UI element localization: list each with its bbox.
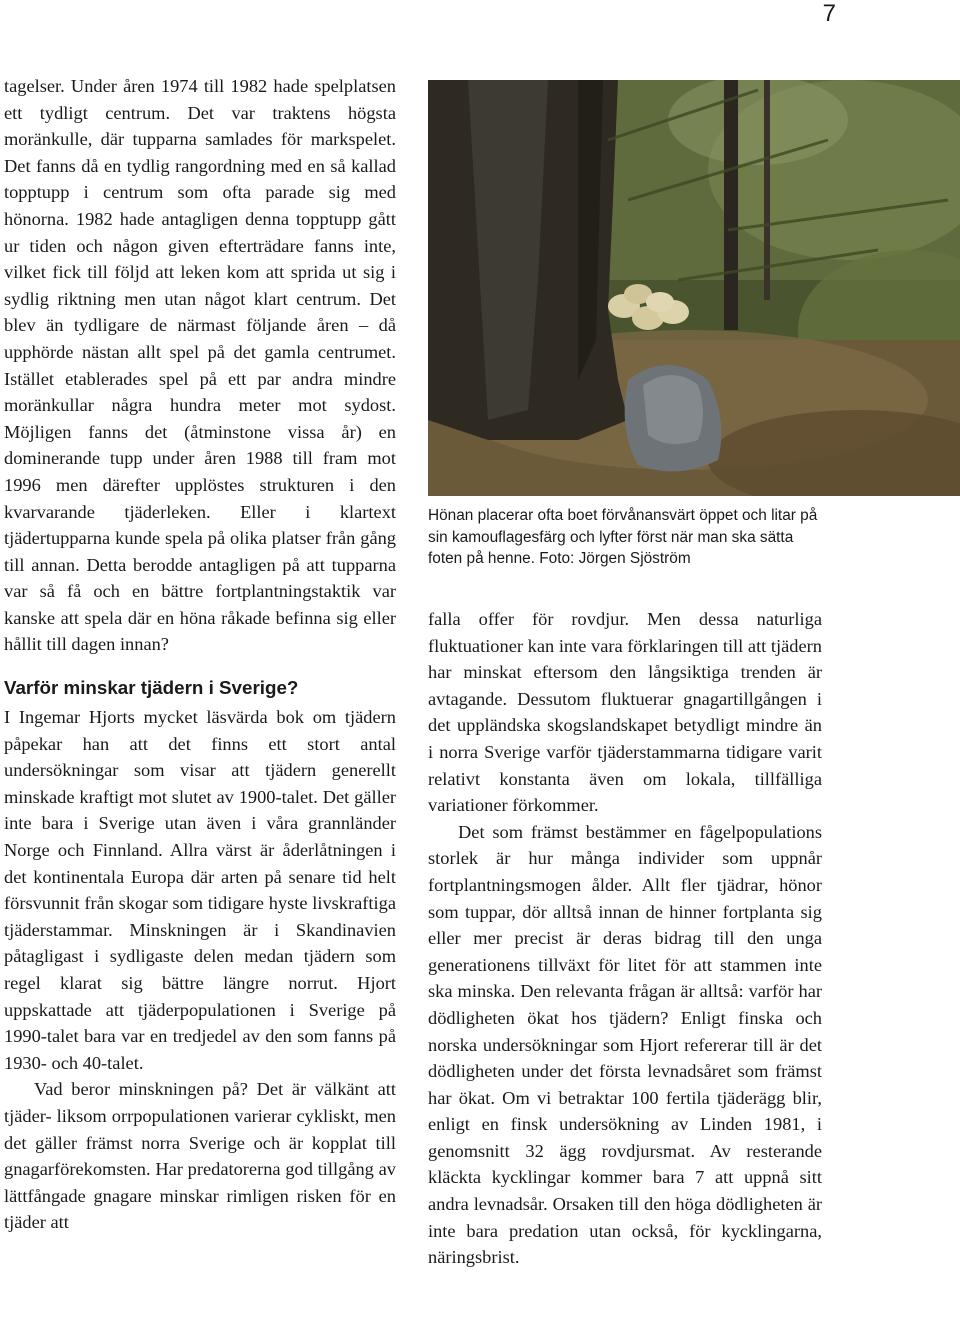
- right-paragraph-1: falla offer för rovdjur. Men dessa naturliga fluktuationer kan inte vara förklaringen till att tjädern har minskat eftersom den långsiktiga trenden är avtagande. Dessutom fluktuerar gnagartillgången i det uppländska skogslandskapet betydligt mindre än i norra Sverige varför tjäderstammarna tidigare varit relativt konstanta även om lokala, tillfälliga variationer förkommer.: [428, 609, 822, 816]
- photo-illustration: [428, 80, 960, 496]
- left-paragraph-3: Vad beror minskningen på? Det är välkänt att tjäder- liksom orrpopulationen varierar cykliskt, men det gäller främst norra Sverige och är kopplat till gnagarförekomsten. Har predatorerna god tillgång av lättfångade gnagare minskar rimligen risken för en tjäder att: [4, 1079, 396, 1233]
- left-column: [4, 73, 396, 1236]
- left-paragraph-2: I Ingemar Hjorts mycket läsvärda bok om tjädern påpekar han att det finns ett stort antal undersökningar som visar att tjädern generellt minskade kraftigt mot slutet av 1900-talet. Det gäller inte bara i Sverige utan även i våra grannländer Norge och Finnland. Allra värst är åderlåtningen i det kontinentala Europa där arten på senare tid helt försvunnit från skogar som tidigare hyste livskraftiga tjäderstammar. Minskningen är i Skandinavien påtagligast i sydligaste delen medan tjädern som regel klarat sig bättre längre norrut. Hjort uppskattade att tjäderpopulationen i Sverige på 1990-talet bara var en tredjedel av den som fanns på 1930- och 40-talet.: [4, 707, 396, 1073]
- section-heading: Varför minskar tjädern i Sverige?: [4, 677, 299, 699]
- page-number: 7: [822, 0, 836, 27]
- right-paragraph-2: Det som främst bestämmer en fågelpopulations storlek är hur många individer som uppnår fortplantningsmogen ålder. Allt fler tjädrar, hönor som tuppar, dör alltså innan de hinner fortplanta sig eller mer precist är deras bidrag till den unga generationens tillväxt för litet för att stammen inte ska minska. Den relevanta frågan är alltså: varför har dödligheten ökat hos tjädern? Enligt finska och norska undersökningar som Hjort refererar till är det dödligheten under det första levnadsåret som främst har ökat. Om vi betraktar 100 fertila tjäderägg blir, enligt en finsk undersökning av Linden 1981, i genomsnitt 32 ägg rovdjursmat. Av resterande kläckta kycklingar kommer bara 7 att uppnå sitt andra levnadsår. Orsaken till den höga dödligheten är inte bara predation utan också, för kycklingarna, näringsbrist.: [428, 821, 822, 1268]
- photo-capercaillie-nest: [428, 80, 960, 496]
- photo-caption: Hönan placerar ofta boet förvånansvärt öppet och litar på sin kamouflagesfärg och lyfter först när man ska sätta foten på henne. Foto: Jörgen Sjöström: [428, 507, 818, 567]
- left-paragraph-1: tagelser. Under åren 1974 till 1982 hade spelplatsen ett tydligt centrum. Det var traktens högsta moränkulle, där tupparna samlades för markspelet. Det fanns då en tydlig rangordning med en så kallad topptupp i centrum som ofta parade sig med hönorna. 1982 hade antagligen denna topptupp gått ur tiden och någon given efterträdare fanns inte, vilket fick till följd att leken kom att sprida ut sig i sydlig riktning men utan något klart centrum. Det blev än tydligare de närmast följande åren – då upphörde nästan allt spel på det gamla centrumet. Istället etablerades spel på ett par andra mindre moränkullar några hundra meter mot sydost. Möjligen fanns det (åtminstone vissa år) en dominerande tupp under åren 1988 till fram mot 1996 men därefter upplöstes strukturen i den kvarvarande tjäderleken. Eller i klartext tjädertupparna kunde spela på olika platser från gång till annan. Detta berodde antagligen på att tupparna var så få och en bättre fortplantningstaktik var kanske att spela där en höna råkade befinna sig eller hållit till dagen innan?: [4, 76, 396, 655]
- right-column: [428, 606, 822, 1271]
